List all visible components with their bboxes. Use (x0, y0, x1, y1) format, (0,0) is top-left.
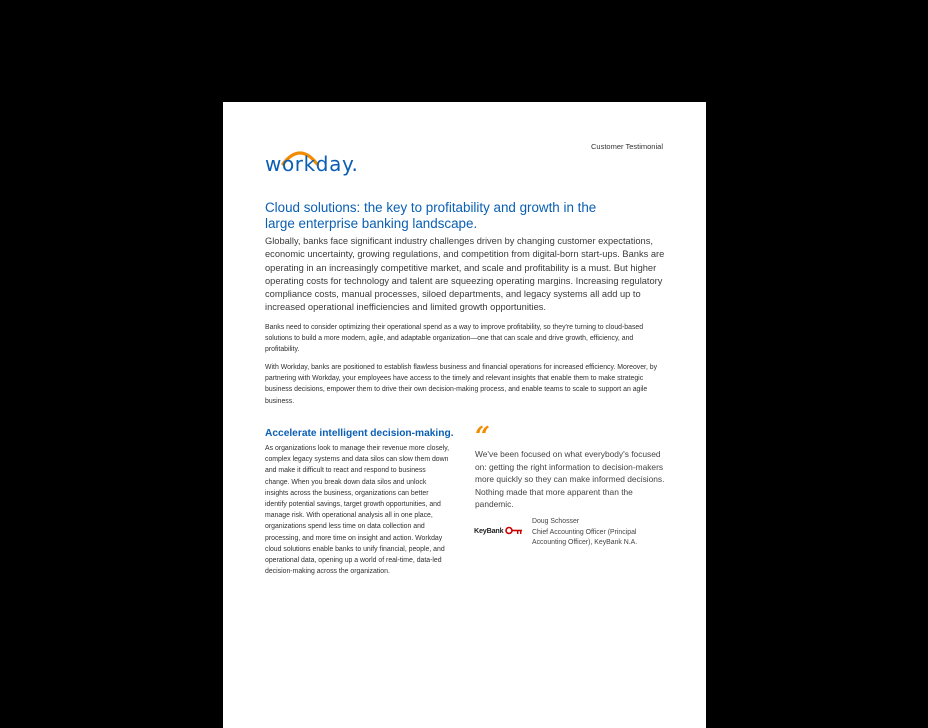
quote-mark-icon: “ (475, 422, 490, 452)
body-paragraph-2: With Workday, banks are positioned to establish flawless business and financial operations for increased efficiency. Moreover, by partnering with Workday, your employees have access to the timely and relevant insights that enable them to make strategic business decisions, empower them to drive their own decision-making process, and enable teams to scale to support an agile business. (265, 364, 658, 405)
section-heading: Accelerate intelligent decision-making. (265, 428, 454, 439)
workday-logo-text: workday. (265, 152, 359, 176)
keybank-logo-text: KeyBank (474, 526, 504, 535)
attribution-name: Doug Schosser (532, 518, 580, 525)
document-title: Cloud solutions: the key to profitability and growth in the large enterprise banking landscape. (265, 200, 597, 231)
intro-paragraph: Globally, banks face significant industry challenges driven by changing customer expectations, economic uncertainty, growing regulations, and competition from digital-born start-ups. Banks are operating in an increasingly competitive market, and scale and profitability is a must. But higher operating costs for technology and talent are squeezing operating margins. Increasing regulatory compliance costs, manual processes, siloed departments, and legacy systems all add up to increased operational inefficiencies and limited growth opportunities. (265, 236, 665, 313)
section-body: As organizations look to manage their revenue more closely, complex legacy systems and data silos can slow them down and make it difficult to react and respond to business change. When you break down data silos and unlock insights across the business, organizations can better identify potential savings, target growth opportunities, and manage risk. With operational analysis all in one place, organizations spend less time on data collection and processing, and more time on insight and action. Workday cloud solutions enable banks to unify financial, people, and operational data, opening up a world of real-time, data-led decision-making across the organization. (265, 445, 450, 576)
keybank-logo (474, 526, 523, 535)
testimonial-quote: We've been focused on what everybody's focused on: getting the right information to decision-makers more quickly so they can make informed decisions. Nothing made that more apparent than the pandemic. (475, 449, 665, 510)
attribution-title: Chief Accounting Officer (Principal Accounting Officer), KeyBank N.A. (532, 528, 638, 547)
document-page (223, 102, 706, 728)
body-paragraph-1: Banks need to consider optimizing their operational spend as a way to improve profitability, so they're turning to cloud-based solutions to build a more modern, agile, and adaptable organization—one that can scale and drive growth, efficiency, and profitability. (265, 324, 644, 354)
workday-logo (265, 146, 359, 178)
document-type-label: Customer Testimonial (591, 142, 663, 151)
key-icon (505, 526, 523, 535)
testimonial-attribution (532, 517, 672, 549)
